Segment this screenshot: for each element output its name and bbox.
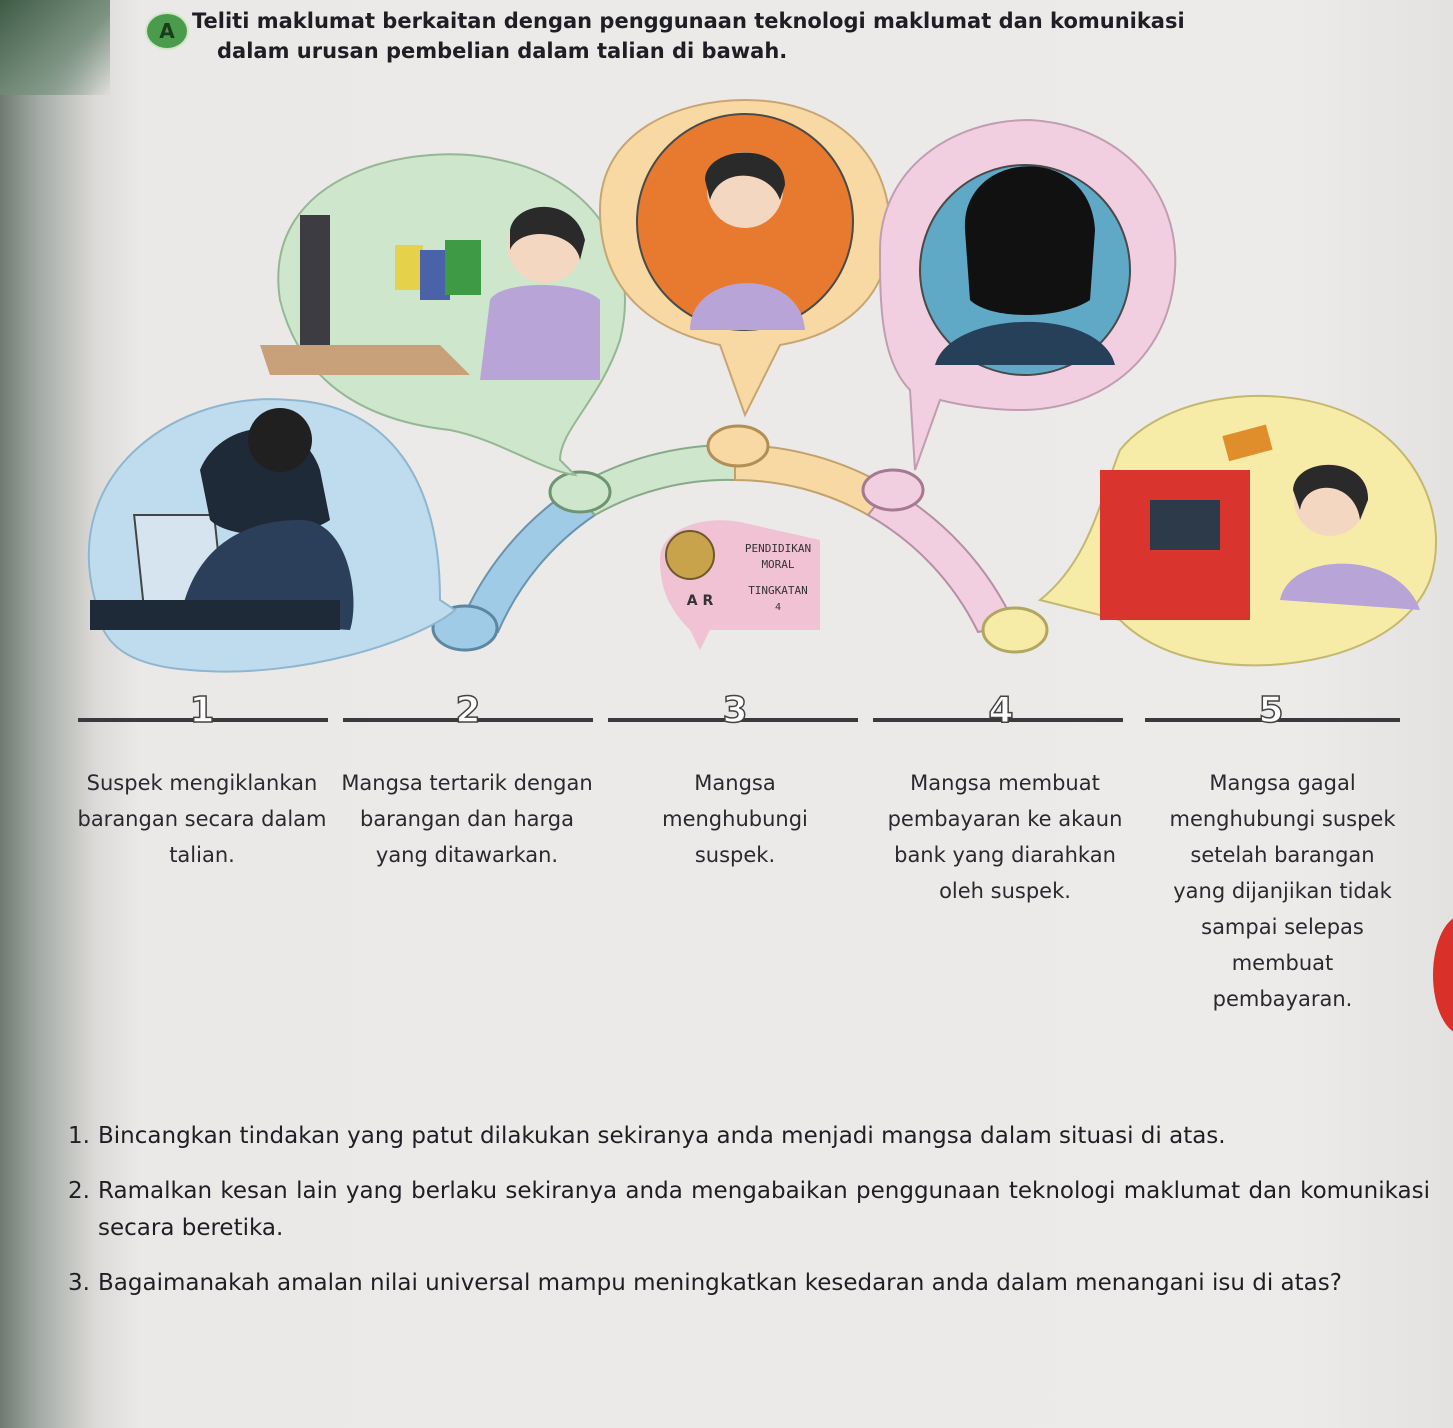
intro-text [192,6,1422,66]
logo-line-3: TINGKATAN [748,584,808,597]
step-number-4: 4 [988,690,1014,731]
question-3-number: 3. [68,1270,90,1296]
question-3 [30,1265,1430,1302]
step-number-1: 1 [189,690,215,731]
logo-line-1: PENDIDIKAN [744,542,812,555]
step-number-2: 2 [455,690,481,731]
step-number-5: 5 [1258,690,1284,731]
question-1-number: 1. [68,1123,90,1149]
question-2-text: Ramalkan kesan lain yang berlaku sekiranya anda mengabaikan penggunaan teknologi maklumat dan komunikasi secara beretika. [98,1178,1430,1241]
logo-letters: A R [686,593,714,609]
discussion-questions [30,1118,1430,1320]
intro-line-1: Teliti maklumat berkaitan dengan penggunaan teknologi maklumat dan komunikasi [192,9,1185,33]
step-caption-4: Mangsa membuat pembayaran ke akaun bank yang diarahkan oleh suspek. [887,771,1123,903]
step-caption-1: Suspek mengiklankan barangan secara dalam talian. [77,771,327,867]
question-3-text: Bagaimanakah amalan nilai universal mampu meningkatkan kesedaran anda dalam menangani isu di atas? [98,1270,1342,1296]
bubble-victim-calling [600,100,890,415]
step-number-3: 3 [722,690,748,731]
step-caption-2: Mangsa tertarik dengan barangan dan harga yang ditawarkan. [341,771,593,867]
question-2-number: 2. [68,1178,90,1204]
question-2 [30,1173,1430,1247]
scam-process-illustration [0,90,1453,690]
logo-line-4: 4 [774,602,782,613]
bubble-suspect-calling [880,120,1175,470]
logo-line-2: MORAL [761,558,795,571]
section-badge: A [145,12,189,50]
bubble-suspect-laptop [89,399,455,671]
bubble-victim-atm [1040,396,1436,665]
intro-line-2: dalam urusan pembelian dalam talian di bawah. [217,39,788,63]
moral-education-logo [660,520,820,650]
question-1-text: Bincangkan tindakan yang patut dilakukan sekiranya anda menjadi mangsa dalam situasi di atas. [98,1123,1226,1149]
step-caption-3: Mangsa menghubungi suspek. [662,771,808,867]
page-corner-decoration [0,0,110,95]
step-caption-5: Mangsa gagal menghubungi suspek setelah barangan yang dijanjikan tidak sampai selepas membuat pembayaran. [1169,771,1396,1011]
question-1 [30,1118,1430,1155]
